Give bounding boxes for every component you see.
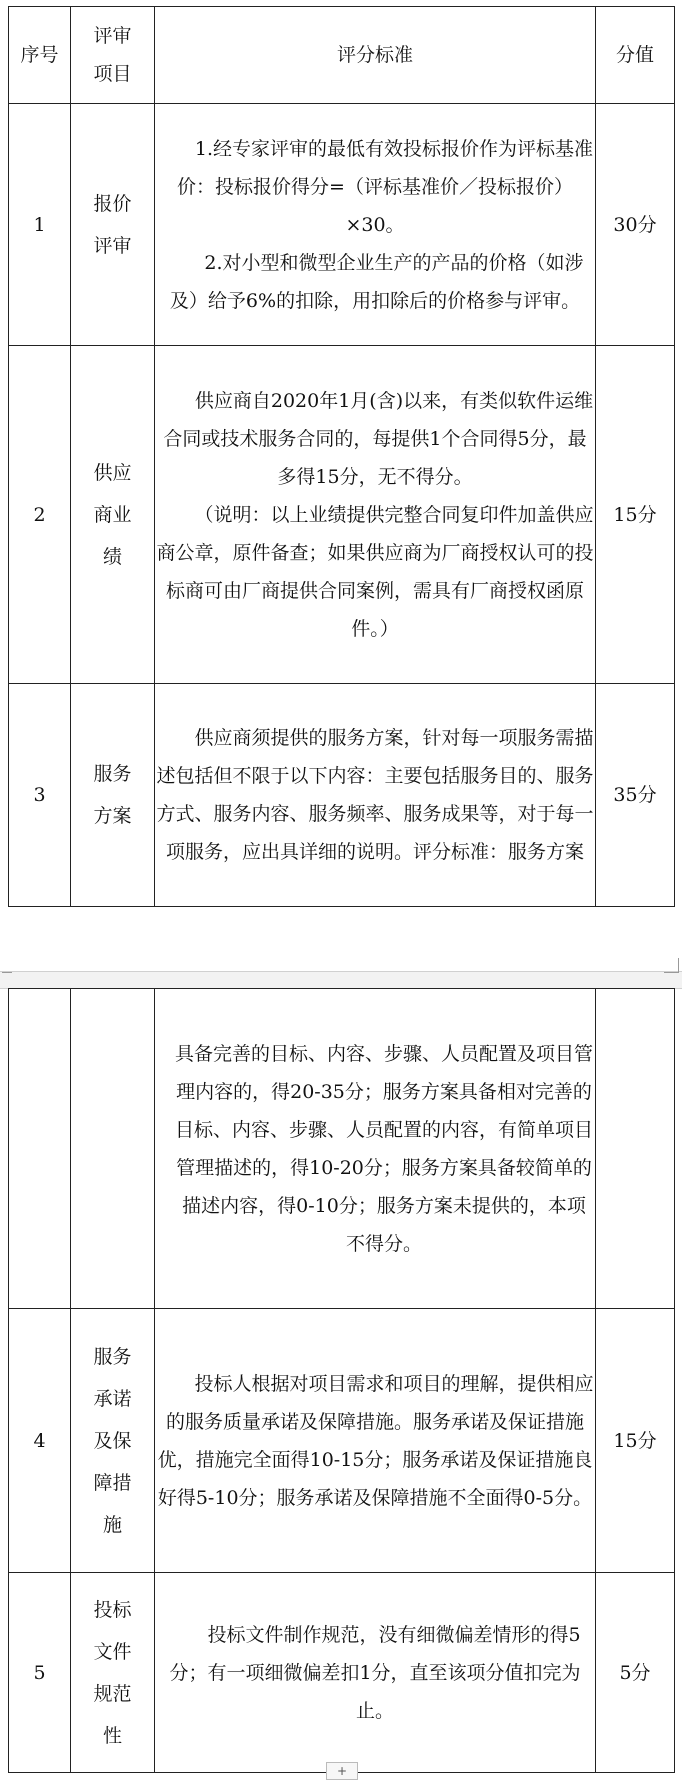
table-row — [9, 989, 675, 1309]
row-item-line: 性 — [102, 1724, 122, 1747]
header-score: 分值 — [596, 7, 675, 104]
criteria-paragraph: 具备完善的目标、内容、步骤、人员配置及项目管理内容的，得20-35分；服务方案具备相对完善的目标、内容、步骤、人员配置的内容，有简单项目管理描述的，得10-20分；服务方案具备较简单的描述内容，得0-10分；服务方案未提供的，本项不得分。 — [174, 1042, 593, 1255]
row-item — [71, 104, 155, 346]
row-seq: 2 — [9, 346, 71, 684]
criteria-paragraph: （说明：以上业绩提供完整合同复印件加盖供应商公章，原件备查；如果供应商为厂商授权认可的投标商可由厂商提供合同案例，需具有厂商授权函原件。） — [156, 503, 594, 640]
row-criteria — [155, 346, 596, 684]
row-seq: 5 — [9, 1573, 71, 1773]
row-score: 15分 — [596, 346, 675, 684]
row-seq: 4 — [9, 1309, 71, 1573]
row-score: 35分 — [596, 684, 675, 907]
row-item — [71, 989, 155, 1309]
table-row — [9, 1573, 675, 1773]
row-score — [596, 989, 675, 1309]
row-score: 30分 — [596, 104, 675, 346]
scoring-table-page-2 — [8, 988, 675, 1773]
row-criteria — [155, 104, 596, 346]
row-item-line: 规范 — [93, 1682, 132, 1705]
row-item-line: 报价 — [93, 192, 132, 215]
row-item — [71, 346, 155, 684]
add-page-button[interactable]: + — [326, 1762, 358, 1780]
row-item-line: 文件 — [93, 1640, 132, 1663]
table-row — [9, 1309, 675, 1573]
header-seq: 序号 — [9, 7, 71, 104]
row-seq — [9, 989, 71, 1309]
criteria-paragraph: 1.经专家评审的最低有效投标报价作为评标基准价：投标报价得分=（评标基准价／投标报价）×30。 — [177, 137, 594, 236]
header-item: 评审 项目 — [71, 7, 155, 104]
row-item-line: 服务 — [93, 1345, 132, 1368]
row-item — [71, 1573, 155, 1773]
page-break — [0, 971, 682, 989]
row-seq: 1 — [9, 104, 71, 346]
row-criteria — [155, 1573, 596, 1773]
scoring-table-page-1 — [8, 6, 675, 907]
table-row — [9, 346, 675, 684]
row-score: 5分 — [596, 1573, 675, 1773]
page-corner-mark — [2, 958, 12, 973]
criteria-paragraph: 供应商须提供的服务方案，针对每一项服务需描述包括但不限于以下内容：主要包括服务目的、服务方式、服务内容、服务频率、服务成果等，对于每一项服务，应出具详细的说明。评分标准：服务方案 — [156, 727, 594, 863]
row-item-line: 承诺 — [93, 1387, 132, 1410]
row-criteria — [155, 989, 596, 1309]
table-row — [9, 684, 675, 907]
row-criteria — [155, 1309, 596, 1573]
row-item-line: 绩 — [102, 545, 122, 568]
row-item-line: 商业 — [93, 503, 132, 526]
row-item-line: 及保 — [93, 1429, 132, 1452]
criteria-paragraph: 投标人根据对项目需求和项目的理解，提供相应的服务质量承诺及保障措施。服务承诺及保证措施优，措施完全面得10-15分；服务承诺及保证措施良好得5-10分；服务承诺及保障措施不全面得0-5分。 — [157, 1372, 594, 1509]
row-item-line: 服务 — [93, 763, 132, 785]
row-item-line: 施 — [102, 1513, 122, 1536]
header-criteria: 评分标准 — [155, 7, 596, 104]
criteria-paragraph: 投标文件制作规范，没有细微偏差情形的得5分；有一项细微偏差扣1分，直至该项分值扣完为止。 — [169, 1623, 581, 1722]
table-row — [9, 104, 675, 346]
criteria-paragraph: 2.对小型和微型企业生产的产品的价格（如涉及）给予6%的扣除，用扣除后的价格参与评审。 — [169, 251, 584, 312]
row-seq: 3 — [9, 684, 71, 907]
row-item-line: 方案 — [93, 805, 132, 827]
row-item — [71, 1309, 155, 1573]
page-corner-mark — [664, 958, 679, 973]
row-score: 15分 — [596, 1309, 675, 1573]
row-item-line: 评审 — [93, 234, 132, 257]
row-item — [71, 684, 155, 907]
row-criteria — [155, 684, 596, 907]
row-item-line: 供应 — [93, 461, 132, 484]
table-header-row — [9, 7, 675, 104]
row-item-line: 投标 — [93, 1598, 132, 1621]
criteria-paragraph: 供应商自2020年1月(含)以来，有类似软件运维合同或技术服务合同的，每提供1个合同得5分，最多得15分，无不得分。 — [163, 389, 594, 488]
row-item-line: 障措 — [93, 1471, 132, 1494]
